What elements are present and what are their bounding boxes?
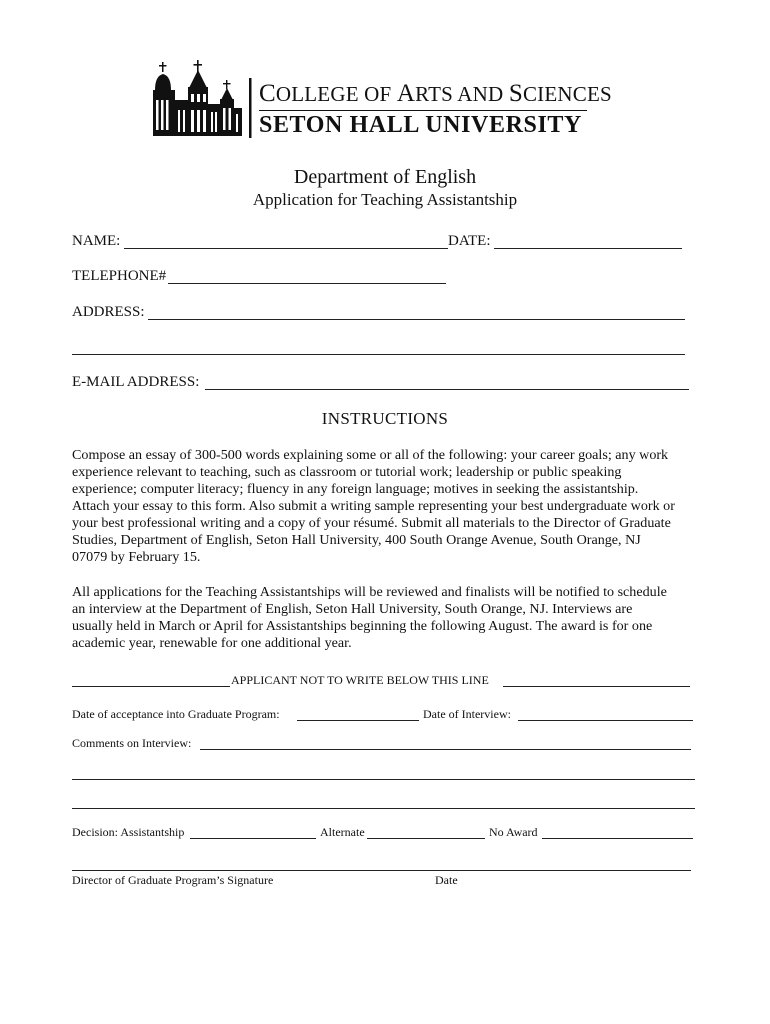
email-label: E-MAIL ADDRESS:: [72, 374, 200, 390]
paragraph-line: usually held in March or April for Assistantships beginning the following August. The award is for one: [72, 618, 653, 634]
paragraph-line: Studies, Department of English, Seton Hall University, 400 South Orange Avenue, South Orange, NJ: [72, 532, 641, 548]
college-text-1: OLLEGE OF: [275, 82, 397, 106]
college-text-2: RTS AND: [415, 82, 509, 106]
divider-line-left: [72, 686, 230, 687]
paragraph-line: All applications for the Teaching Assistantships will be reviewed and finalists will be notified to schedule: [72, 584, 667, 600]
signature-field[interactable]: [72, 870, 691, 871]
email-field[interactable]: [205, 389, 689, 390]
paragraph-line: experience; computer literacy; fluency in any foreign language; motives in seeking the assistantship.: [72, 481, 639, 497]
paragraph-line: Compose an essay of 300-500 words explaining some or all of the following: your career goals; any work: [72, 447, 669, 463]
acceptance-date-label: Date of acceptance into Graduate Program:: [72, 707, 280, 721]
divider-line-right: [503, 686, 690, 687]
paragraph-line: 07079 by February 15.: [72, 549, 201, 565]
interview-date-field[interactable]: [518, 720, 693, 721]
university-name: SETON HALL UNIVERSITY: [259, 112, 582, 138]
college-name: [259, 80, 612, 108]
comments-field-line-3[interactable]: [72, 808, 695, 809]
instructions-paragraph-2: [72, 584, 702, 652]
decision-assistantship-field[interactable]: [190, 838, 316, 839]
no-award-field[interactable]: [542, 838, 693, 839]
instructions-paragraph-1: [72, 447, 702, 566]
paragraph-line: experience relevant to teaching, such as classroom or tutorial work; leadership or public speaking: [72, 464, 622, 480]
date-field[interactable]: [494, 248, 682, 249]
divider-text: APPLICANT NOT TO WRITE BELOW THIS LINE: [231, 673, 489, 687]
telephone-field[interactable]: [168, 283, 446, 284]
application-title: Application for Teaching Assistantship: [252, 190, 518, 209]
alternate-label: Alternate: [320, 825, 365, 839]
acceptance-date-field[interactable]: [297, 720, 419, 721]
paragraph-line: your best professional writing and a copy of your résumé. Submit all materials to the Director of Graduate: [72, 515, 671, 531]
signature-label: Director of Graduate Program’s Signature: [72, 873, 274, 887]
department-title: Department of English: [293, 166, 477, 188]
date-label: DATE:: [448, 233, 491, 249]
paragraph-line: an interview at the Department of English, Seton Hall University, South Orange, NJ. Interviews are: [72, 601, 633, 617]
paragraph-line: academic year, renewable for one additional year.: [72, 635, 352, 651]
paragraph-line: Attach your essay to this form. Also submit a writing sample representing your best undergraduate work or: [72, 498, 675, 514]
college-initial-c: C: [259, 80, 276, 107]
college-initial-s: S: [508, 80, 523, 107]
interview-date-label: Date of Interview:: [423, 707, 511, 721]
header-rule: [259, 110, 587, 111]
name-field[interactable]: [124, 248, 448, 249]
address-field[interactable]: [148, 319, 685, 320]
telephone-label: TELEPHONE#: [72, 268, 167, 284]
instructions-heading: INSTRUCTIONS: [321, 409, 449, 428]
no-award-label: No Award: [489, 825, 538, 839]
name-label: NAME:: [72, 233, 121, 249]
college-text-3: CIENCES: [522, 82, 612, 106]
comments-label: Comments on Interview:: [72, 736, 192, 750]
address-label: ADDRESS:: [72, 304, 145, 320]
college-initial-a: A: [396, 80, 416, 107]
comments-field[interactable]: [200, 749, 691, 750]
address-field-line-2[interactable]: [72, 354, 685, 355]
chapel-towers-logo: [153, 60, 253, 138]
decision-assistantship-label: Decision: Assistantship: [72, 825, 185, 839]
comments-field-line-2[interactable]: [72, 779, 695, 780]
signature-date-label: Date: [435, 873, 458, 887]
alternate-field[interactable]: [367, 838, 485, 839]
